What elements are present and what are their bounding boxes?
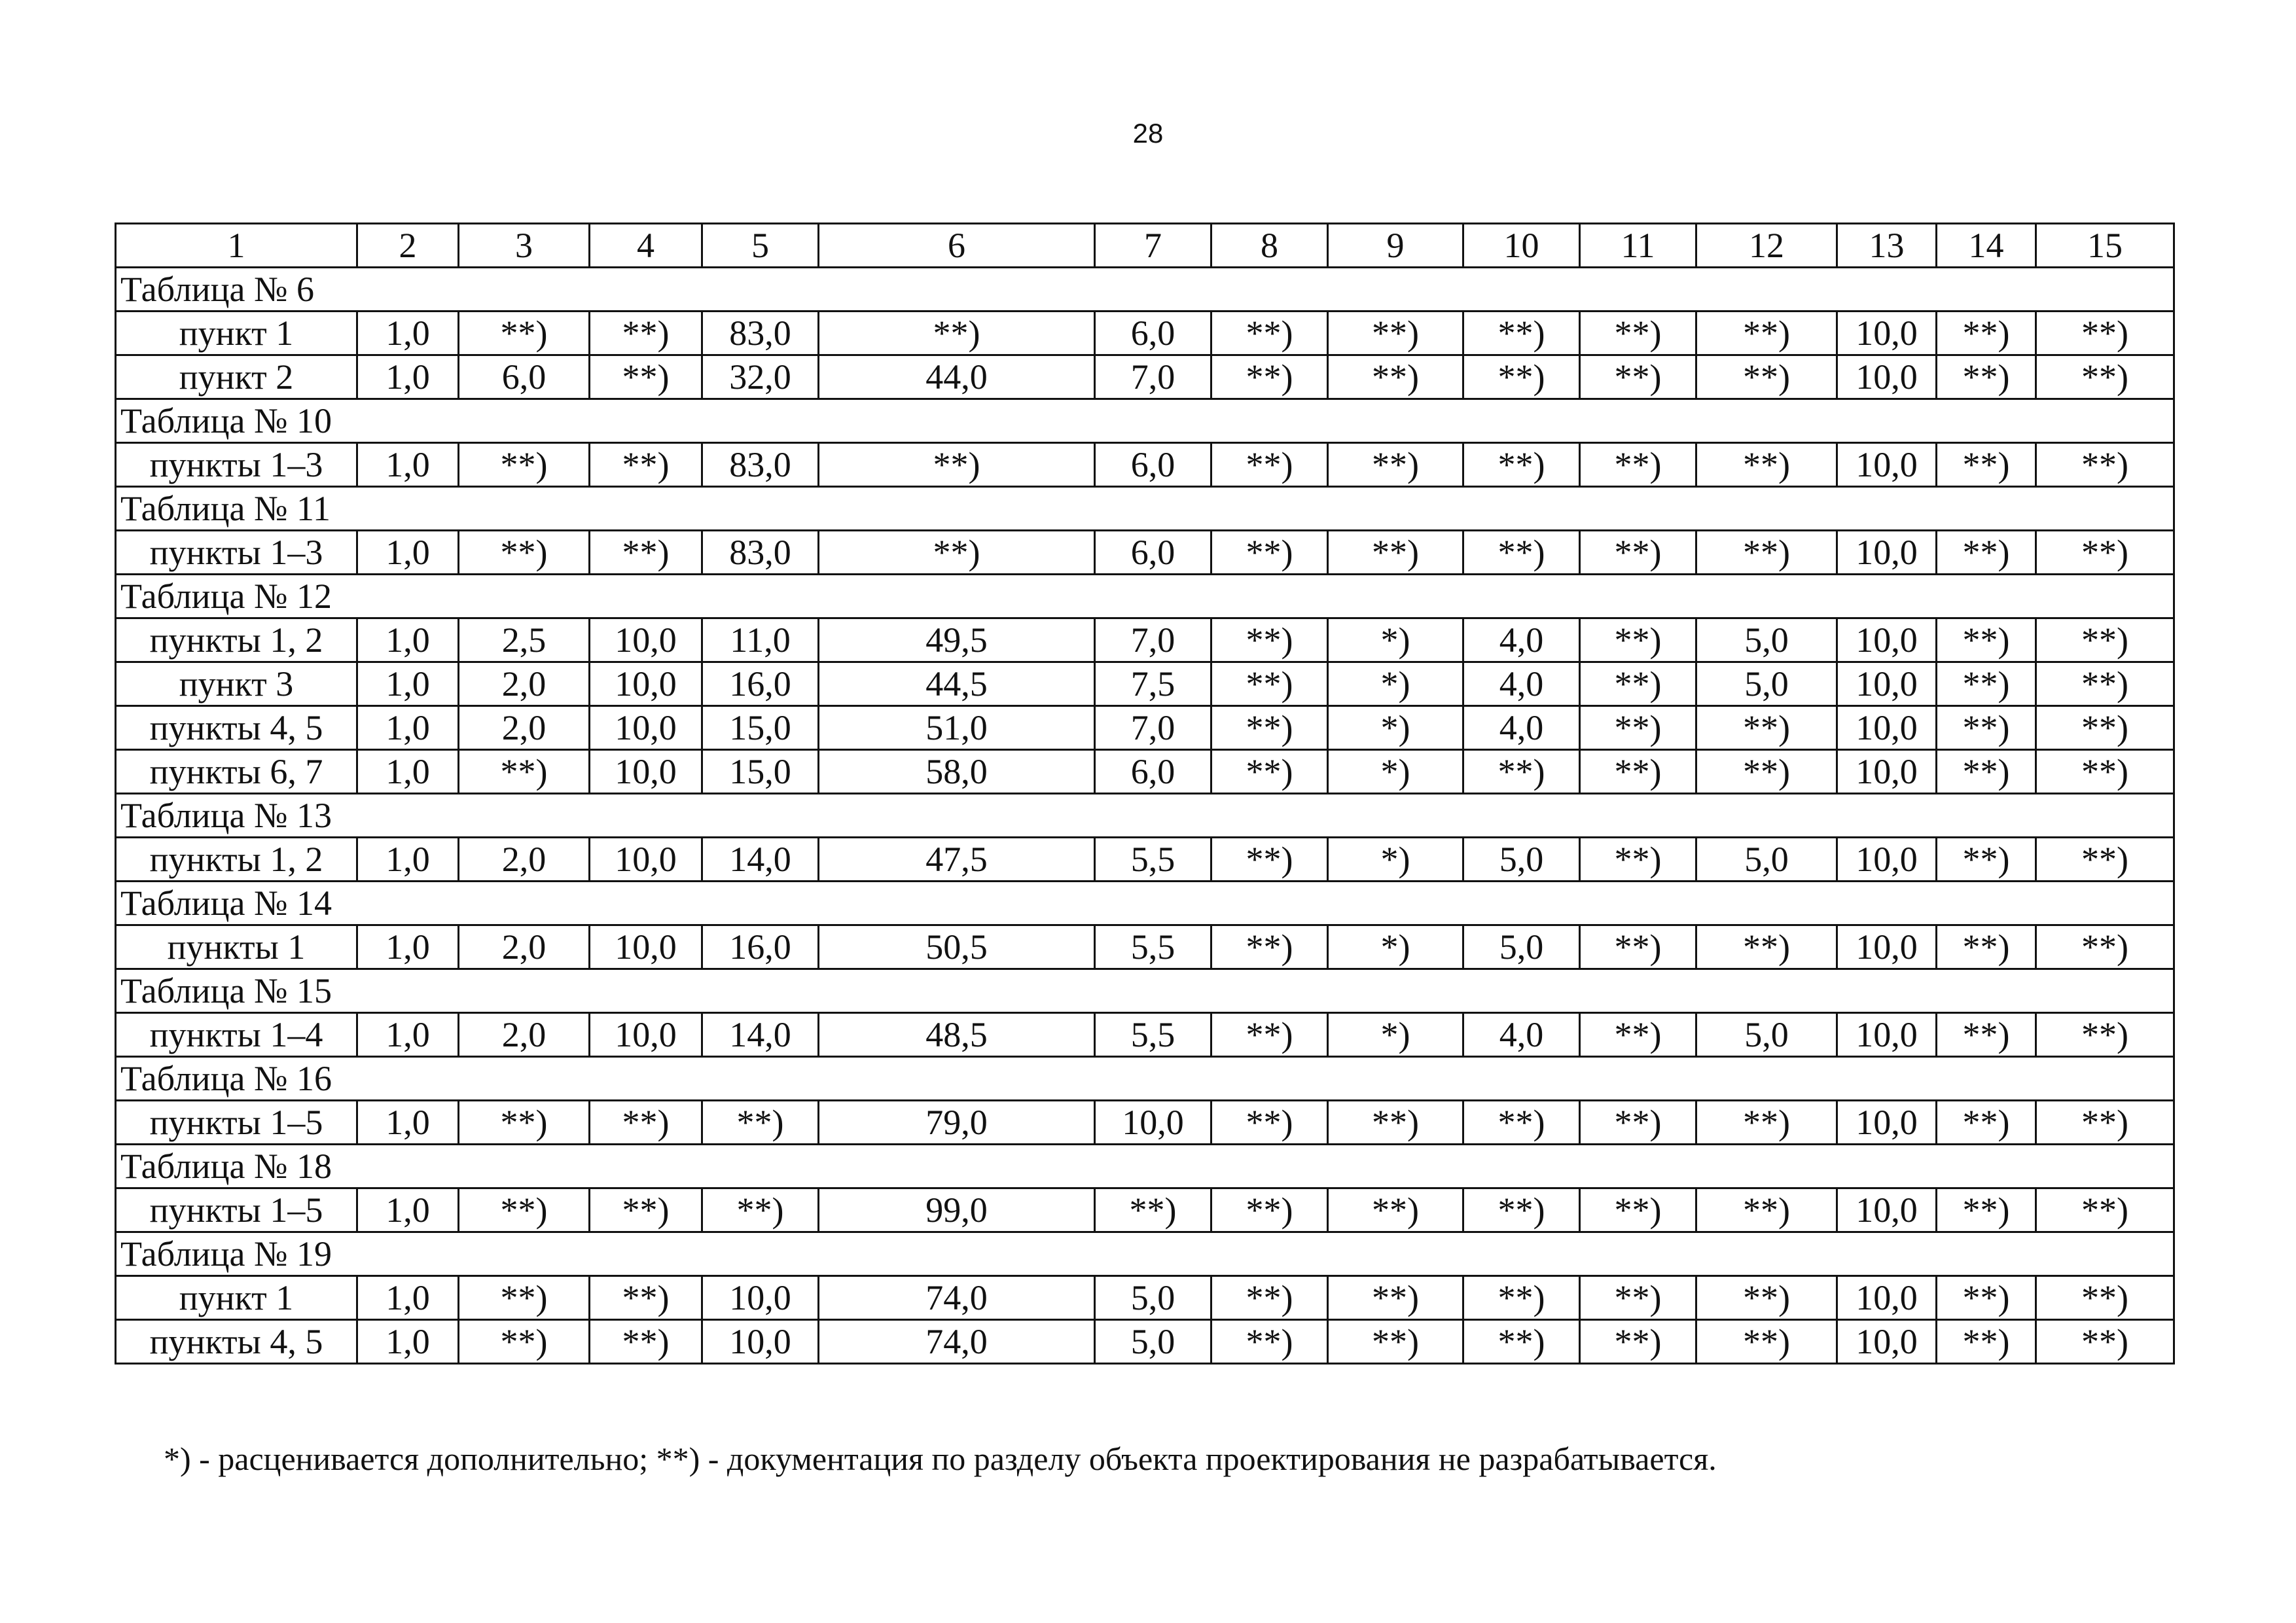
table-cell: 14,0 — [702, 1013, 819, 1057]
row-label: пункт 1 — [116, 1276, 357, 1320]
section-title: Таблица № 19 — [116, 1232, 2174, 1276]
table-cell: **) — [1211, 1101, 1328, 1145]
table-cell: 1,0 — [357, 1013, 459, 1057]
row-label: пункты 1–5 — [116, 1188, 357, 1232]
table-cell: **) — [2036, 1188, 2174, 1232]
table-cell: 1,0 — [357, 443, 459, 487]
section-title-row — [116, 399, 2174, 443]
column-header: 5 — [702, 224, 819, 268]
table-cell: **) — [1580, 750, 1696, 794]
table-cell: 16,0 — [702, 925, 819, 969]
table-cell: 32,0 — [702, 355, 819, 399]
section-title: Таблица № 16 — [116, 1057, 2174, 1101]
section-title: Таблица № 18 — [116, 1145, 2174, 1188]
table-cell: 5,0 — [1463, 838, 1580, 882]
table-cell: **) — [1696, 750, 1837, 794]
table-cell: 5,0 — [1696, 838, 1837, 882]
table-cell: **) — [1328, 1276, 1463, 1320]
table-cell: **) — [2036, 662, 2174, 706]
table-cell: **) — [2036, 1276, 2174, 1320]
table-cell: **) — [1696, 925, 1837, 969]
column-header: 13 — [1837, 224, 1937, 268]
table-cell: **) — [1211, 750, 1328, 794]
table-cell: **) — [1328, 312, 1463, 355]
table-cell: **) — [1580, 838, 1696, 882]
table-cell: **) — [1696, 1101, 1837, 1145]
table-cell: **) — [1937, 312, 2036, 355]
table-cell: **) — [1328, 1188, 1463, 1232]
table-cell: **) — [1937, 1188, 2036, 1232]
table-cell: **) — [1328, 1101, 1463, 1145]
table-cell: **) — [2036, 925, 2174, 969]
table-cell: 1,0 — [357, 1188, 459, 1232]
data-table — [115, 223, 2175, 1364]
table-cell: 5,5 — [1095, 925, 1211, 969]
table-cell: **) — [1211, 443, 1328, 487]
table-cell: **) — [1937, 1320, 2036, 1364]
table-cell: **) — [1696, 1320, 1837, 1364]
table-cell: 5,0 — [1463, 925, 1580, 969]
column-header: 10 — [1463, 224, 1580, 268]
table-cell: **) — [1580, 662, 1696, 706]
table-cell: **) — [1580, 443, 1696, 487]
header-row — [116, 224, 2174, 268]
table-cell: 5,0 — [1095, 1276, 1211, 1320]
table-cell: **) — [590, 312, 702, 355]
table-cell: **) — [459, 750, 590, 794]
table-cell: 6,0 — [459, 355, 590, 399]
table-cell: **) — [1580, 925, 1696, 969]
column-header: 3 — [459, 224, 590, 268]
table-cell: **) — [1211, 531, 1328, 575]
table-cell: **) — [1937, 1276, 2036, 1320]
table-cell: **) — [1211, 1013, 1328, 1057]
table-cell: 10,0 — [1837, 312, 1937, 355]
table-cell: **) — [1463, 1320, 1580, 1364]
table-cell: **) — [1937, 662, 2036, 706]
table-cell: 10,0 — [590, 662, 702, 706]
section-title: Таблица № 14 — [116, 882, 2174, 925]
table-cell: **) — [590, 1276, 702, 1320]
table-cell: 4,0 — [1463, 662, 1580, 706]
table-cell: 2,0 — [459, 1013, 590, 1057]
table-cell: **) — [1696, 531, 1837, 575]
table-row — [116, 312, 2174, 355]
table-cell: 2,0 — [459, 838, 590, 882]
table-cell: **) — [1937, 355, 2036, 399]
table-cell: **) — [1463, 1276, 1580, 1320]
table-row — [116, 1276, 2174, 1320]
table-cell: 1,0 — [357, 838, 459, 882]
table-cell: 5,5 — [1095, 1013, 1211, 1057]
table-cell: **) — [1463, 1188, 1580, 1232]
table-cell: **) — [1696, 312, 1837, 355]
table-cell: *) — [1328, 618, 1463, 662]
table-cell: 10,0 — [1095, 1101, 1211, 1145]
column-header: 4 — [590, 224, 702, 268]
table-cell: **) — [1580, 312, 1696, 355]
table-row — [116, 838, 2174, 882]
table-cell: **) — [1211, 925, 1328, 969]
table-row — [116, 355, 2174, 399]
table-cell: **) — [1463, 443, 1580, 487]
table-cell: 10,0 — [1837, 1188, 1937, 1232]
table-cell: 10,0 — [1837, 750, 1937, 794]
table-cell: 5,0 — [1696, 662, 1837, 706]
table-cell: **) — [1211, 355, 1328, 399]
table-cell: 10,0 — [1837, 706, 1937, 750]
page-number: 28 — [1132, 118, 1164, 149]
table-cell: 10,0 — [1837, 355, 1937, 399]
table-cell: 5,0 — [1696, 1013, 1837, 1057]
column-header: 7 — [1095, 224, 1211, 268]
table-cell: 11,0 — [702, 618, 819, 662]
table-cell: 10,0 — [1837, 925, 1937, 969]
table-cell: 44,0 — [819, 355, 1095, 399]
row-label: пункты 4, 5 — [116, 1320, 357, 1364]
table-cell: **) — [2036, 1320, 2174, 1364]
table-cell: *) — [1328, 662, 1463, 706]
table-cell: *) — [1328, 838, 1463, 882]
table-cell: 10,0 — [1837, 443, 1937, 487]
table-cell: **) — [1463, 750, 1580, 794]
table-cell: 1,0 — [357, 1101, 459, 1145]
table-cell: **) — [459, 1188, 590, 1232]
table-cell: 2,5 — [459, 618, 590, 662]
table-cell: 83,0 — [702, 312, 819, 355]
table-cell: 79,0 — [819, 1101, 1095, 1145]
table-cell: 10,0 — [590, 750, 702, 794]
table-row — [116, 1320, 2174, 1364]
table-cell: **) — [590, 1188, 702, 1232]
section-title-row — [116, 1057, 2174, 1101]
table-cell: **) — [1580, 618, 1696, 662]
table-row — [116, 706, 2174, 750]
section-title-row — [116, 969, 2174, 1013]
table-cell: 6,0 — [1095, 443, 1211, 487]
table-cell: 47,5 — [819, 838, 1095, 882]
table-cell: **) — [819, 443, 1095, 487]
table-cell: 1,0 — [357, 1276, 459, 1320]
table-cell: **) — [1696, 1188, 1837, 1232]
section-title-row — [116, 268, 2174, 312]
table-cell: 10,0 — [590, 925, 702, 969]
table-cell: 10,0 — [1837, 1101, 1937, 1145]
table-cell: 10,0 — [1837, 618, 1937, 662]
table-cell: **) — [1937, 750, 2036, 794]
table-cell: **) — [590, 1320, 702, 1364]
table-cell: 1,0 — [357, 618, 459, 662]
row-label: пункты 1, 2 — [116, 618, 357, 662]
row-label: пункты 1–5 — [116, 1101, 357, 1145]
table-cell: **) — [1580, 1101, 1696, 1145]
table-row — [116, 750, 2174, 794]
table-cell: **) — [590, 355, 702, 399]
table-cell: **) — [1211, 706, 1328, 750]
table-cell: **) — [459, 1320, 590, 1364]
row-label: пункты 1, 2 — [116, 838, 357, 882]
table-cell: 1,0 — [357, 706, 459, 750]
table-cell: 14,0 — [702, 838, 819, 882]
table-cell: 10,0 — [702, 1276, 819, 1320]
table-cell: 6,0 — [1095, 312, 1211, 355]
table-cell: **) — [459, 443, 590, 487]
section-title-row — [116, 1232, 2174, 1276]
table-row — [116, 443, 2174, 487]
table-cell: 51,0 — [819, 706, 1095, 750]
table-cell: **) — [1328, 443, 1463, 487]
row-label: пункты 1–3 — [116, 443, 357, 487]
table-cell: **) — [2036, 618, 2174, 662]
table-cell: **) — [1696, 1276, 1837, 1320]
table-cell: **) — [1463, 355, 1580, 399]
table-cell: **) — [590, 1101, 702, 1145]
table-cell: 74,0 — [819, 1320, 1095, 1364]
table-cell: 1,0 — [357, 312, 459, 355]
table-body — [116, 224, 2174, 1364]
table-cell: 10,0 — [1837, 1320, 1937, 1364]
table-cell: **) — [1937, 443, 2036, 487]
table-cell: **) — [1095, 1188, 1211, 1232]
table-cell: 2,0 — [459, 925, 590, 969]
table-cell: 44,5 — [819, 662, 1095, 706]
table-cell: 1,0 — [357, 1320, 459, 1364]
table-cell: 10,0 — [702, 1320, 819, 1364]
column-header: 1 — [116, 224, 357, 268]
table-cell: 1,0 — [357, 531, 459, 575]
table-cell: **) — [1463, 1101, 1580, 1145]
table-cell: **) — [590, 443, 702, 487]
row-label: пункт 3 — [116, 662, 357, 706]
table-cell: 6,0 — [1095, 531, 1211, 575]
table-cell: **) — [459, 531, 590, 575]
table-cell: 49,5 — [819, 618, 1095, 662]
table-cell: 48,5 — [819, 1013, 1095, 1057]
row-label: пункты 1–3 — [116, 531, 357, 575]
column-header: 9 — [1328, 224, 1463, 268]
table-cell: **) — [1580, 355, 1696, 399]
table-cell: 7,0 — [1095, 706, 1211, 750]
table-cell: 83,0 — [702, 531, 819, 575]
table-cell: 10,0 — [1837, 1013, 1937, 1057]
table-cell: **) — [2036, 1101, 2174, 1145]
section-title: Таблица № 10 — [116, 399, 2174, 443]
table-cell: 5,0 — [1696, 618, 1837, 662]
table-cell: **) — [1211, 1276, 1328, 1320]
table-row — [116, 925, 2174, 969]
table-cell: **) — [2036, 355, 2174, 399]
section-title-row — [116, 487, 2174, 531]
table-cell: 7,5 — [1095, 662, 1211, 706]
row-label: пункт 1 — [116, 312, 357, 355]
table-cell: **) — [1211, 1188, 1328, 1232]
table-cell: 4,0 — [1463, 1013, 1580, 1057]
table-cell: **) — [459, 1101, 590, 1145]
table-cell: **) — [590, 531, 702, 575]
column-header: 2 — [357, 224, 459, 268]
table-cell: **) — [1211, 838, 1328, 882]
column-header: 14 — [1937, 224, 2036, 268]
table-cell: **) — [1696, 706, 1837, 750]
table-row — [116, 1101, 2174, 1145]
table-cell: 15,0 — [702, 706, 819, 750]
table-cell: **) — [459, 1276, 590, 1320]
table-cell: 10,0 — [1837, 662, 1937, 706]
table-cell: 1,0 — [357, 662, 459, 706]
table-cell: 7,0 — [1095, 355, 1211, 399]
table-cell: **) — [1937, 1013, 2036, 1057]
row-label: пункты 4, 5 — [116, 706, 357, 750]
table-cell: **) — [1580, 1188, 1696, 1232]
table-cell: 99,0 — [819, 1188, 1095, 1232]
table-cell: **) — [2036, 1013, 2174, 1057]
table-cell: *) — [1328, 706, 1463, 750]
table-cell: **) — [1937, 706, 2036, 750]
table-cell: **) — [1328, 1320, 1463, 1364]
table-cell: 2,0 — [459, 662, 590, 706]
table-cell: 2,0 — [459, 706, 590, 750]
table-row — [116, 1013, 2174, 1057]
table-cell: **) — [1580, 706, 1696, 750]
table-cell: **) — [1937, 531, 2036, 575]
table-cell: **) — [1937, 618, 2036, 662]
table-cell: **) — [1580, 1013, 1696, 1057]
table-cell: **) — [819, 312, 1095, 355]
table-row — [116, 662, 2174, 706]
table-cell: 10,0 — [590, 618, 702, 662]
section-title: Таблица № 15 — [116, 969, 2174, 1013]
table-cell: 10,0 — [1837, 838, 1937, 882]
row-label: пункт 2 — [116, 355, 357, 399]
table-cell: 4,0 — [1463, 618, 1580, 662]
table-cell: 15,0 — [702, 750, 819, 794]
table-cell: **) — [2036, 838, 2174, 882]
footnote: *) - расценивается дополнительно; **) - документация по разделу объекта проектирования не разрабатывается. — [164, 1440, 1717, 1477]
table-cell: 10,0 — [1837, 1276, 1937, 1320]
section-title-row — [116, 1145, 2174, 1188]
table-cell: **) — [459, 312, 590, 355]
table-cell: *) — [1328, 925, 1463, 969]
table-cell: 6,0 — [1095, 750, 1211, 794]
row-label: пункты 1 — [116, 925, 357, 969]
table-cell: **) — [1211, 312, 1328, 355]
section-title-row — [116, 575, 2174, 618]
table-cell: 83,0 — [702, 443, 819, 487]
table-cell: **) — [1937, 1101, 2036, 1145]
table-cell: **) — [2036, 706, 2174, 750]
table-cell: **) — [2036, 443, 2174, 487]
table-cell: 16,0 — [702, 662, 819, 706]
table-cell: 50,5 — [819, 925, 1095, 969]
section-title: Таблица № 11 — [116, 487, 2174, 531]
column-header: 6 — [819, 224, 1095, 268]
row-label: пункты 6, 7 — [116, 750, 357, 794]
table-cell: 1,0 — [357, 750, 459, 794]
table-row — [116, 618, 2174, 662]
table-cell: **) — [1328, 531, 1463, 575]
table-cell: **) — [1328, 355, 1463, 399]
column-header: 11 — [1580, 224, 1696, 268]
table-cell: 5,0 — [1095, 1320, 1211, 1364]
table-cell: **) — [819, 531, 1095, 575]
column-header: 15 — [2036, 224, 2174, 268]
row-label: пункты 1–4 — [116, 1013, 357, 1057]
table-cell: 7,0 — [1095, 618, 1211, 662]
table-cell: **) — [1696, 443, 1837, 487]
section-title: Таблица № 6 — [116, 268, 2174, 312]
table-cell: **) — [1463, 312, 1580, 355]
table-cell: 1,0 — [357, 925, 459, 969]
table-cell: **) — [2036, 531, 2174, 575]
table-cell: **) — [1463, 531, 1580, 575]
section-title-row — [116, 882, 2174, 925]
table-cell: **) — [1580, 1276, 1696, 1320]
section-title: Таблица № 12 — [116, 575, 2174, 618]
table-cell: **) — [1696, 355, 1837, 399]
table-cell: **) — [1937, 838, 2036, 882]
table-cell: **) — [1580, 531, 1696, 575]
table-cell: **) — [702, 1188, 819, 1232]
table-row — [116, 1188, 2174, 1232]
table-cell: 5,5 — [1095, 838, 1211, 882]
table-cell: *) — [1328, 750, 1463, 794]
table-cell: **) — [1211, 618, 1328, 662]
table-cell: 10,0 — [590, 838, 702, 882]
table-cell: **) — [702, 1101, 819, 1145]
column-header: 12 — [1696, 224, 1837, 268]
table-cell: 74,0 — [819, 1276, 1095, 1320]
table-cell: **) — [1580, 1320, 1696, 1364]
table-cell: **) — [1937, 925, 2036, 969]
table-cell: **) — [1211, 662, 1328, 706]
column-header: 8 — [1211, 224, 1328, 268]
table-cell: 1,0 — [357, 355, 459, 399]
section-title-row — [116, 794, 2174, 838]
table-cell: **) — [2036, 312, 2174, 355]
table-cell: 10,0 — [590, 706, 702, 750]
table-cell: **) — [1211, 1320, 1328, 1364]
table-cell: 58,0 — [819, 750, 1095, 794]
table-cell: 4,0 — [1463, 706, 1580, 750]
section-title: Таблица № 13 — [116, 794, 2174, 838]
table-cell: *) — [1328, 1013, 1463, 1057]
table-row — [116, 531, 2174, 575]
table-cell: **) — [2036, 750, 2174, 794]
table-cell: 10,0 — [1837, 531, 1937, 575]
table-cell: 10,0 — [590, 1013, 702, 1057]
